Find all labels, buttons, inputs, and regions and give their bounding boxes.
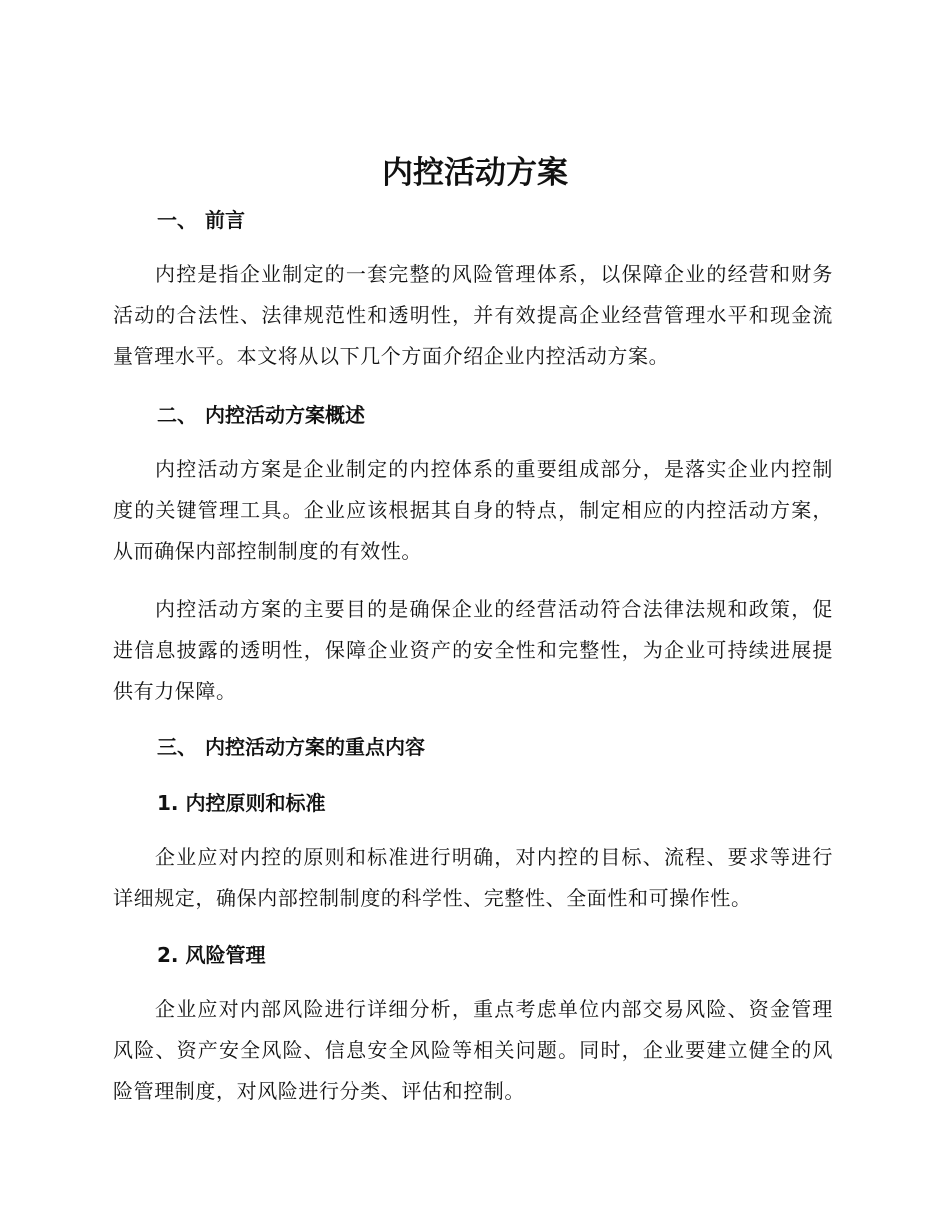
section-number: 二、 (157, 403, 197, 427)
section-title: 前言 (205, 208, 245, 232)
paragraph: 企业应对内部风险进行详细分析，重点考虑单位内部交易风险、资金管理风险、资产安全风险、信息安全风险等相关问题。同时，企业要建立健全的风险管理制度，对风险进行分类、评估和控制。 (113, 997, 833, 1103)
paragraph: 内控活动方案的主要目的是确保企业的经营活动符合法律法规和政策，促进信息披露的透明性，保障企业资产的安全性和完整性，为企业可持续进展提供有力保障。 (113, 597, 833, 703)
section-heading-overview (157, 400, 365, 430)
section-number: 一、 (157, 208, 197, 232)
paragraph: 内控活动方案是企业制定的内控体系的重要组成部分，是落实企业内控制度的关键管理工具。企业应该根据其自身的特点，制定相应的内控活动方案，从而确保内部控制制度的有效性。 (113, 457, 833, 563)
subsection-heading-risk-management: 2. 风险管理 (157, 943, 266, 967)
section-heading-key-content (157, 732, 425, 762)
paragraph: 企业应对内控的原则和标准进行明确，对内控的目标、流程、要求等进行详细规定，确保内部控制制度的科学性、完整性、全面性和可操作性。 (113, 845, 833, 910)
section-number: 三、 (157, 735, 197, 759)
section-heading-preface (157, 205, 245, 235)
document-title: 内控活动方案 (382, 155, 568, 191)
subsection-heading-principles: 1. 内控原则和标准 (157, 791, 326, 815)
section-title: 内控活动方案概述 (205, 403, 365, 427)
section-title: 内控活动方案的重点内容 (205, 735, 425, 759)
paragraph: 内控是指企业制定的一套完整的风险管理体系，以保障企业的经营和财务活动的合法性、法律规范性和透明性，并有效提高企业经营管理水平和现金流量管理水平。本文将从以下几个方面介绍企业内控活动方案。 (113, 262, 833, 368)
